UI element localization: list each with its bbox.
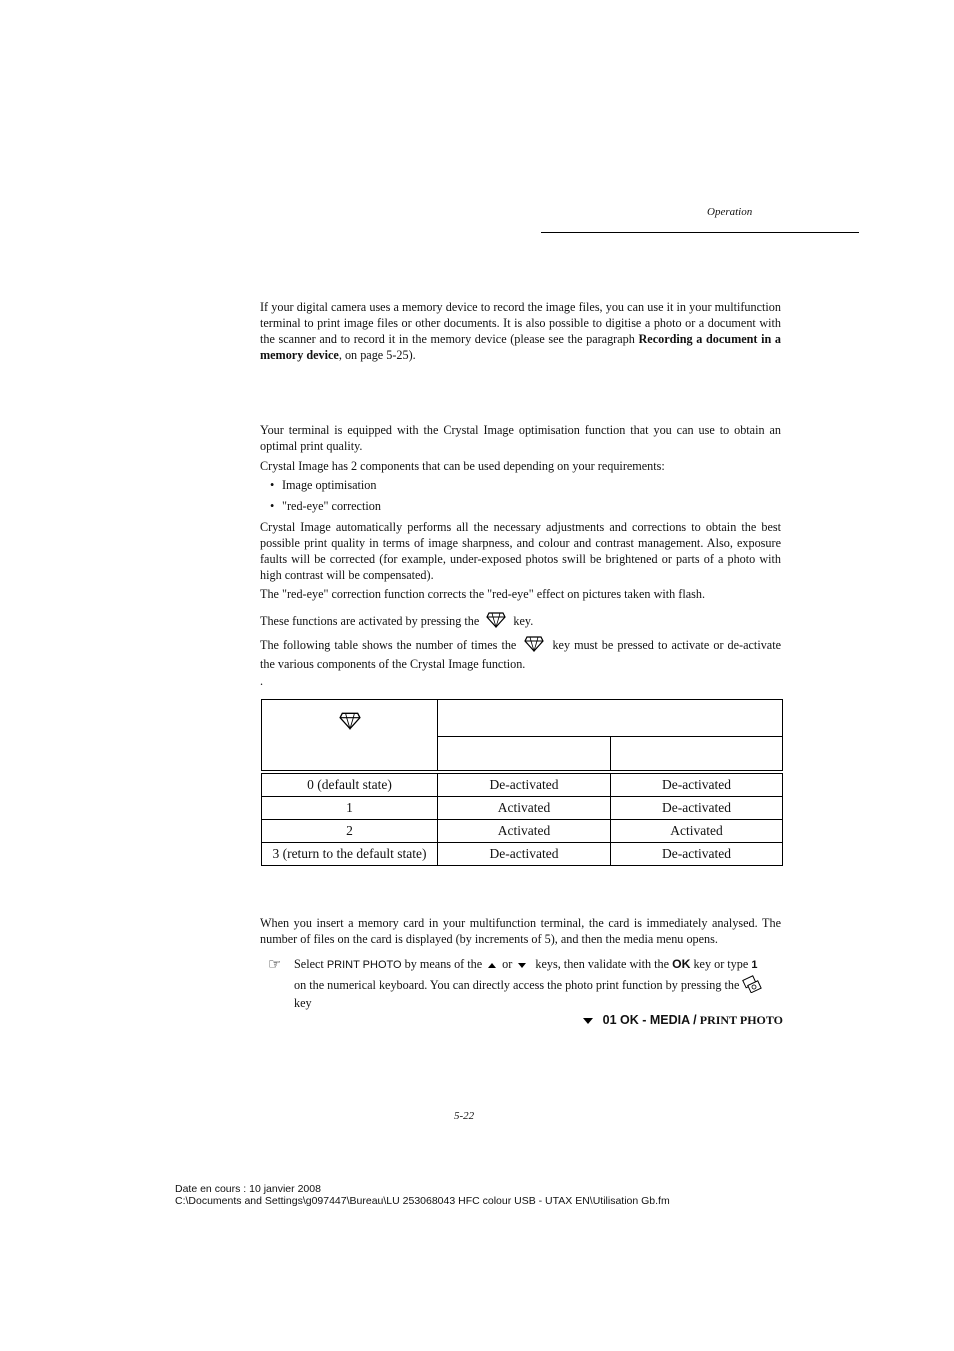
stray-dot: . [260, 674, 264, 688]
menu-path-item: PRINT PHOTO [699, 1013, 783, 1027]
section-header: Operation [707, 206, 753, 218]
menu-path [583, 1013, 783, 1028]
table-cell: De-activated [611, 774, 783, 797]
crystal-key-icon [339, 718, 361, 733]
down-arrow-icon [583, 1018, 593, 1024]
table-cell: De-activated [438, 843, 611, 866]
crystal-key-icon [524, 636, 544, 656]
menu-item-label: PRINT PHOTO [326, 959, 402, 971]
table-row [262, 820, 783, 843]
table-header-key-cell [262, 700, 438, 771]
down-arrow-icon [518, 963, 526, 968]
intro-text-after: , on page 5-25). [338, 348, 416, 362]
crystal-paragraph-1: Your terminal is equipped with the Crystal Image optimisation function that you can use to obtain an optimal print quality. [260, 423, 781, 453]
step-select: Select [294, 957, 324, 971]
step-line-3: key [294, 996, 312, 1010]
p6-text: The following table shows the number of times the [260, 637, 517, 652]
memory-card-paragraph: When you insert a memory card in your multifunction terminal, the card is immediately analysed. The number of files on the card is displayed (by increments of 5), and then the media menu opens. [260, 916, 781, 946]
step-keys-validate: keys, then validate with the [535, 957, 670, 971]
table-cell: 2 [262, 820, 438, 843]
step-by-means: by means of the [404, 957, 483, 971]
crystal-paragraph-4: The "red-eye" correction function corrects the "red-eye" effect on pictures taken with flash. [260, 587, 706, 601]
table-cell: 1 [262, 797, 438, 820]
table-row [262, 774, 783, 797]
p6-text-after: key must be pressed to activate or de-activate the various components of the Crystal Image function. [260, 637, 782, 671]
header-rule [541, 232, 859, 233]
bullet-dot: • [270, 478, 275, 492]
step-line-2 [294, 975, 784, 997]
table-cell: Activated [611, 820, 783, 843]
step-line-2-text: on the numerical keyboard. You can directly access the photo print function by pressing the [294, 977, 740, 992]
crystal-paragraph-3: Crystal Image automatically performs all the necessary adjustments and corrections to obtain the best possible print quality in terms of image sharpness, and colour and contrast management. Also, exposure faults will be corrected (for example, under-exposed photos swill be brightened or parts of a photo with high contrast will be compensated). [260, 520, 781, 582]
table-row [262, 843, 783, 866]
step-or: or [502, 957, 513, 971]
table-header-components-cell [438, 700, 783, 737]
table-row [262, 797, 783, 820]
bullet-item [270, 498, 381, 514]
crystal-key-icon [486, 612, 506, 632]
table-subheader-cell [611, 736, 783, 770]
crystal-paragraph-5 [260, 612, 781, 632]
key-one-label: 1 [751, 959, 758, 971]
bullet-item [270, 477, 376, 493]
menu-path-code: 01 OK - MEDIA / [602, 1013, 697, 1027]
table-cell: De-activated [611, 797, 783, 820]
intro-text: If your digital camera uses a memory device to record the image files, you can use it in your multifunction terminal to print image files or other documents. It is also possible to digitise a photo or a document with the scanner and to record it in the memory device (please see the paragraph [260, 300, 781, 346]
crystal-image-table [261, 699, 783, 866]
bullet-dot: • [270, 499, 275, 513]
p5-text: These functions are activated by pressing the [260, 613, 480, 628]
footer-path: C:\Documents and Settings\g097447\Bureau\LU 253068043 HFC colour USB - UTAX EN\Utilisation Gb.fm [175, 1195, 670, 1207]
table-cell: 0 (default state) [262, 774, 438, 797]
intro-link[interactable]: Recording a document in a memory device [260, 332, 782, 362]
table-header-row [262, 700, 783, 737]
table-cell: De-activated [438, 774, 611, 797]
step-instruction [294, 956, 784, 973]
p5-text-after: key. [513, 613, 534, 628]
bullet-label: "red-eye" correction [282, 499, 381, 513]
photo-key-icon [742, 975, 762, 997]
table-cell: Activated [438, 797, 611, 820]
table-cell: De-activated [611, 843, 783, 866]
page-number: 5-22 [454, 1110, 475, 1122]
crystal-paragraph-6 [260, 636, 781, 672]
bullet-label: Image optimisation [282, 478, 377, 492]
table-cell: 3 (return to the default state) [262, 843, 438, 866]
table-cell: Activated [438, 820, 611, 843]
intro-paragraph [260, 299, 781, 363]
hand-pointer-icon: ☞ [268, 955, 282, 973]
table-subheader-cell [438, 736, 611, 770]
crystal-paragraph-2: Crystal Image has 2 components that can be used depending on your requirements: [260, 459, 665, 473]
up-arrow-icon [488, 963, 496, 968]
step-key-or-type: key or type [693, 957, 749, 971]
footer-date: Date en cours : 10 janvier 2008 [175, 1183, 321, 1195]
ok-key-label: OK [672, 957, 691, 971]
